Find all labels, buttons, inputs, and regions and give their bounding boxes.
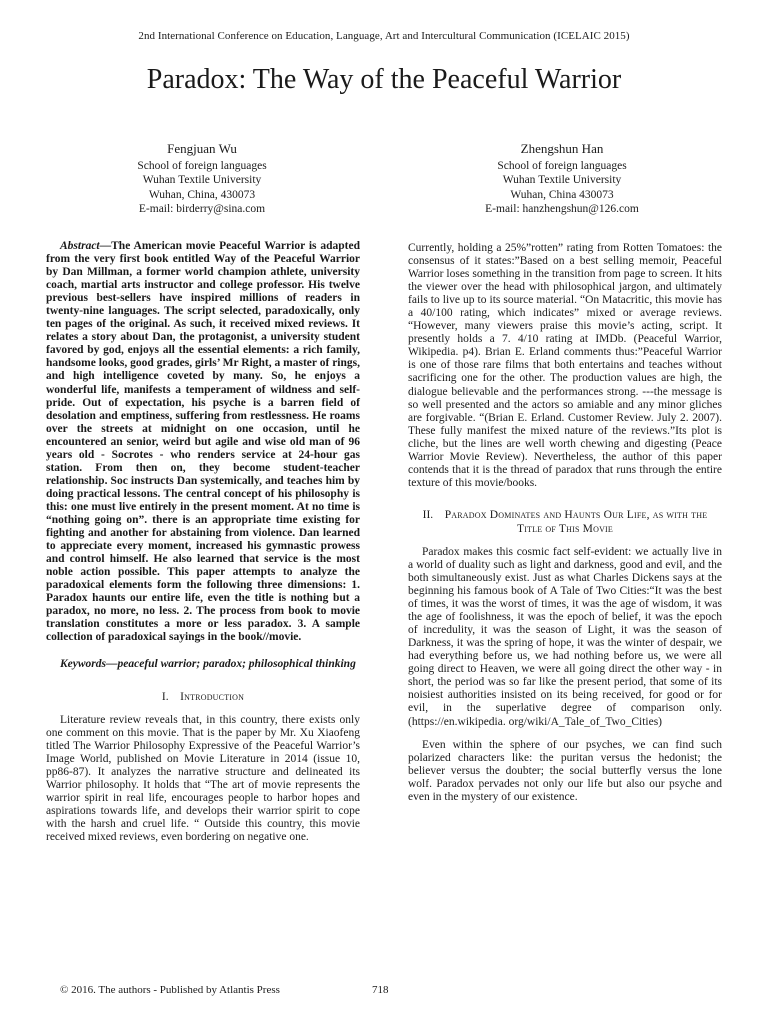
author-address: Wuhan, China, 430073: [148, 188, 256, 201]
author-name: Zhengshun Han: [520, 141, 604, 156]
author-address: Wuhan, China 430073: [510, 188, 614, 201]
section-title: Paradox Dominates and Haunts Our Life, as with the Title of This Movie: [444, 508, 708, 535]
author-university: Wuhan Textile University: [502, 174, 622, 187]
conference-header: 2nd International Conference on Education, Language, Art and Intercultural Communication (ICELAIC 2015): [138, 30, 630, 42]
author-block-2: [432, 142, 692, 216]
author-name: Fengjuan Wu: [167, 141, 237, 156]
author-email: E-mail: hanzhengshun@126.com: [485, 202, 639, 215]
keywords-text: peaceful warrior; paradox; philosophical thinking: [117, 658, 356, 671]
abstract: [46, 240, 360, 644]
abstract-text: —The American movie Peaceful Warrior is adapted from the very first book entitled Way of the Peaceful Warrior by Dan Millman, a former world champion athlete, university coach, martial arts instructor and college professor. His twelve previous best-sellers have inspired millions of readers in twenty-nine languages. The script selected, paradoxically, only ten pages of the original. As such, it received mixed reviews. It relates a story about Dan, the protagonist, a university student favored by god, enjoys all the essential elements: a rich family, handsome looks, good grades, girls’ Mr Right, a master of rings, and high intelligence coveted by many. So, he enjoys a wonderful life, manifests a temperament of wildness and self-pride. Out of expectation, his psyche is a barren field of desolation and emptiness, suffering from restlessness. He roams over the streets at midnight on one occasion, until he encountered an senior, weird but agile and wise old man of 96 years old - Socrotes - who renders service at 24-hour gas station. From then on, they become student-teacher relationship. Soc instructs Dan systemically, and teaches him by doing practical lessons. The central concept of his philosophy is this: one must live entirely in the present moment. At no time is “nothing going on”. there is an appropriate time existing for fighting and another for abstaining from violence. Dan learned to appreciate every moment, increased his gymnastic prowess and control himself. He also learned that service is the most noble action possible. This paper attempts to analyze the paradoxical elements form the following three dimensions: 1. Paradox haunts our entire life, even the title is nothing but a paradox, no more, no less. 2. The process from book to movie translation constitutes a more or less paradox. 3. A sample collection of paradoxical sayings in the book//movie.: [46, 240, 360, 644]
section-title: Introduction: [180, 690, 245, 703]
right-column: [408, 242, 722, 804]
page-number: 718: [372, 984, 389, 996]
keywords: [46, 658, 360, 671]
author-affiliation: School of foreign languages: [137, 160, 267, 173]
section-number: I.: [161, 690, 169, 703]
keywords-label: Keywords—: [60, 658, 118, 671]
left-column: [46, 240, 360, 844]
introduction-paragraph: Literature review reveals that, in this country, there exists only one comment on this movie. That is the paper by Mr. Xu Xiaofeng titled The Warrior Philosophy Expressive of the Peaceful Warrior’s Image World, published on Movie Literature in 2014 (issue 10, pp86-87). It analyzes the narrative structure and delineated its Warrior philosophy. It holds that “The art of movie represents the warrior spirit in real life, encourages people to harbor hopes and aspirations towards life, and develops their warrior spirit to cope with the harsh and cruel life. “ Outside this country, this movie received mixed reviews, even bordering on negative one.: [46, 713, 360, 843]
section-heading-paradox: [418, 508, 712, 536]
author-email: E-mail: birderry@sina.com: [138, 202, 266, 215]
section-heading-introduction: [46, 690, 360, 704]
paradox-paragraph-1: Paradox makes this cosmic fact self-evident: we actually live in a world of duality such as light and darkness, good and evil, and the both simultaneously exist. Just as what Charles Dickens says at the beginning his famous book of A Tale of Two Cities:“It was the best of times, it was the worst of times, it was the age of wisdom, it was the age of foolishness, it was the epoch of belief, it was the epoch of incredulity, it was the season of Light, it was the season of Darkness, it was the spring of hope, it was the winter of despair, we had everything before us, we had nothing before us, we were all going direct to Heaven, we were all going direct the other way - in short, the period was so far like the present period, that some of its noisiest authorities insisted on its being received, for good or for evil, in the superlative degree of comparison only. (https://en.wikipedia. org/wiki/A_Tale_of_Two_Cities): [408, 545, 722, 728]
author-university: Wuhan Textile University: [142, 174, 262, 187]
author-block-1: [72, 142, 332, 216]
author-affiliation: School of foreign languages: [497, 160, 627, 173]
reviews-paragraph: Currently, holding a 25%”rotten” rating from Rotten Tomatoes: the consensus of it states:”Based on a best selling memoir, Peaceful Warrior loses something in the transition from page to screen. It hits the viewer over the head with philosophical jargon, and ultimately fails to live up to its source material. “On Matacritic, this movie has a 40/100 rating, which indicates” mixed or average reviews. “However, many viewers praise this movie’s acting, script. It presently holds a 7. 4/10 rating at IMDb. (Peaceful Warrior, Wikipedia. p4). Brian E. Erland comments thus:”Peaceful Warrior is one of those rare films that both entertains and teaches without sacrificing one for the other. The production values are high, the dialogue believable and the performances strong. ---the message is so well presented and the actors so amiable and any minor gliches are forgivable. “(Brian E. Erland. Customer Review. July 2. 2007). These fully manifest the mixed nature of the reviews.”Its plot is cliche, but the lines are well worth chewing and digesting (Peace Warrior Movie Review). Nevertheless, the author of this paper contends that it is the thread of paradox that runs through the entire texture of this movie/books.: [408, 242, 722, 489]
copyright-footer: © 2016. The authors - Published by Atlantis Press: [60, 984, 280, 996]
section-number: II.: [422, 508, 434, 521]
abstract-label: Abstract: [60, 240, 100, 252]
paper-title: Paradox: The Way of the Peaceful Warrior: [146, 64, 622, 95]
paradox-paragraph-2: Even within the sphere of our psyches, we can find such polarized characters like: the puritan versus the hedonist; the believer versus the doubter; the social butterfly versus the lone wolf. Paradox pervades not only our life but also our psyche and even in the mystery of our existence.: [408, 738, 722, 803]
